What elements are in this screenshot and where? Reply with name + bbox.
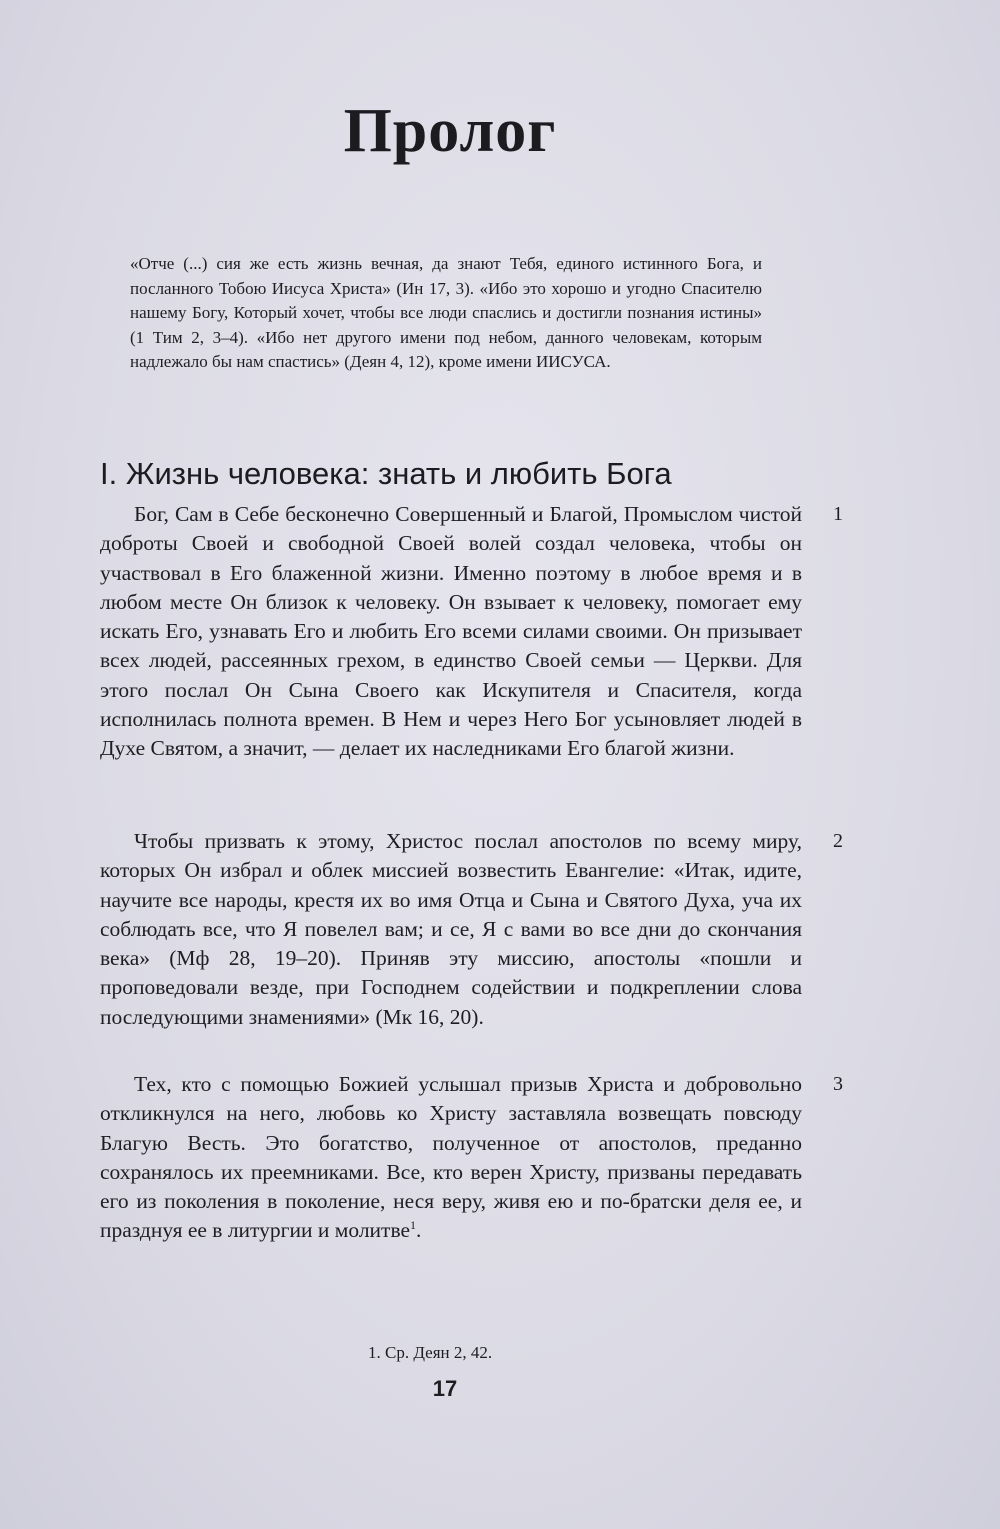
- page-number: 17: [432, 1376, 458, 1401]
- chapter-title: Пролог: [343, 97, 557, 165]
- section-heading: I. Жизнь человека: знать и любить Бога: [100, 456, 672, 491]
- footnote: 1. Ср. Деян 2, 42.: [368, 1343, 493, 1362]
- paragraph-number: 3: [833, 1073, 843, 1095]
- paragraph-number: 1: [833, 503, 843, 525]
- paragraph-3: [100, 1070, 802, 1246]
- epigraph: [130, 252, 762, 375]
- paragraph-2: [100, 827, 802, 1032]
- footnote-reference[interactable]: 1: [410, 1218, 417, 1233]
- paragraph-text: Тех, кто с помощью Божией услышал призыв Христа и добровольно откликнулся на него, любовь ко Христу заставляла возвещать повсюду Благую Весть. Это богатство, полученное от апостолов, преданно сохранялось их преемниками. Все, кто верен Христу, призваны передавать его из поколения в поколение, неся веру, живя ею и по-братски деля ее, и празднуя ее в литургии и молитве$^1$.: [100, 1072, 802, 1243]
- paragraph-number: 2: [833, 830, 843, 852]
- epigraph-text: «Отче (...) сия же есть жизнь вечная, да знают Тебя, единого истинного Бога, и посланного Тобою Иисуса Христа» (Ин 17, 3). «Ибо это хорошо и угодно Спасителю нашему Богу, Который хочет, чтобы все люди спаслись и достигли познания истины» (1 Тим 2, 3–4). «Ибо нет другого имени под небом, данного человекам, которым надлежало бы нам спастись» (Деян 4, 12), кроме имени ИИСУСА.: [130, 254, 762, 371]
- paragraph-text: Бог, Сам в Себе бесконечно Совершенный и Благой, Промыслом чистой доброты Своей и свободной Своей волей создал человека, чтобы он участвовал в Его блаженной жизни. Именно поэтому в любое время и в любом месте Он близок к человеку. Он взывает к человеку, помогает ему искать Его, узнавать Его и любить Его всеми силами своими. Он призывает всех людей, рассеянных грехом, в единство Своей семьи — Церкви. Для этого послал Он Сына Своего как Искупителя и Спасителя, когда исполнилась полнота времен. В Нем и через Него Бог усыновляет людей в Духе Святом, а значит, — делает их наследниками Его благой жизни.: [100, 502, 802, 761]
- paragraph-text: Чтобы призвать к этому, Христос послал апостолов по всему миру, которых Он избрал и облек миссией возвестить Евангелие: «Итак, идите, научите все народы, крестя их во имя Отца и Сына и Святого Духа, уча их соблюдать все, что Я повелел вам; и се, Я с вами во все дни до скончания века» (Мф 28, 19–20). Приняв эту миссию, апостолы «пошли и проповедовали везде, при Господнем содействии и подкреплении слова последующими знамениями» (Мк 16, 20).: [100, 829, 802, 1029]
- paragraph-text-body: Тех, кто с помощью Божией услышал призыв Христа и добровольно откликнулся на него, любовь ко Христу заставляла возвещать повсюду Благую Весть. Это богатство, полученное от апостолов, преданно сохранялось их преемниками. Все, кто верен Христу, призваны передавать его из поколения в поколение, неся веру, живя ею и по-братски деля ее, и празднуя ее в литургии и молитве: [100, 1072, 802, 1243]
- paragraph-1: [100, 500, 802, 764]
